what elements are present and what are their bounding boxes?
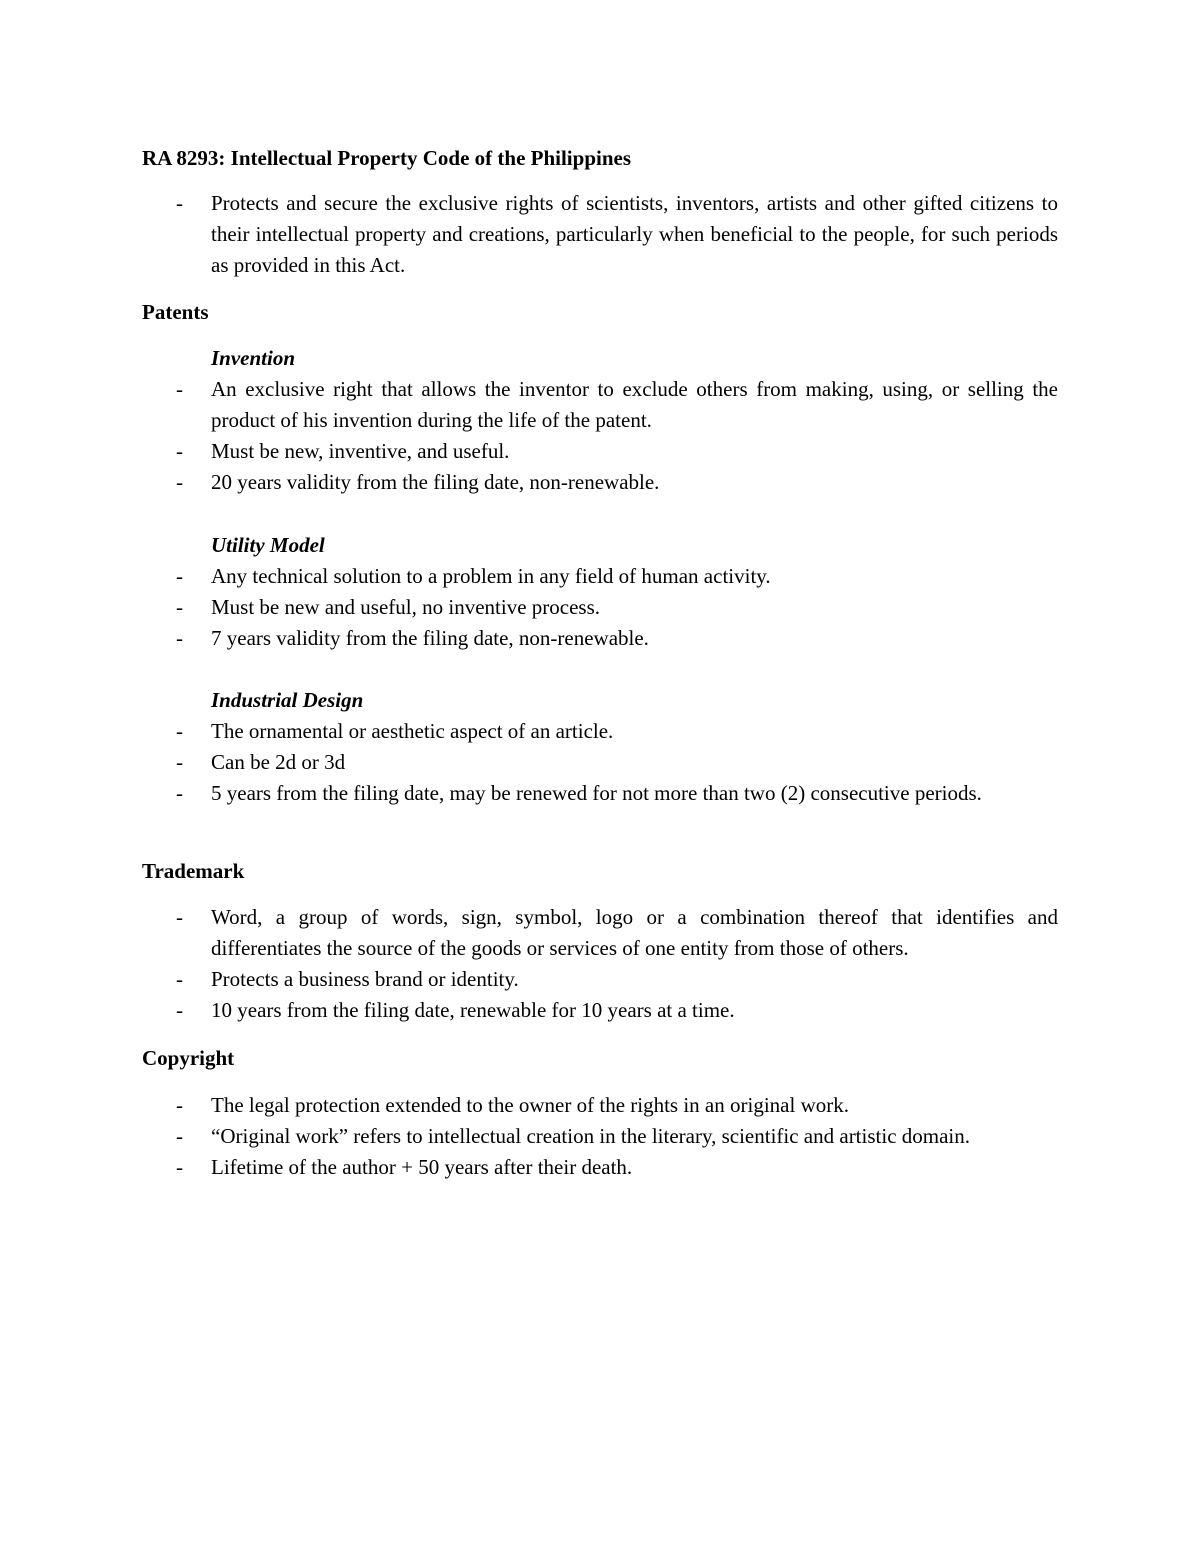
invention-list bbox=[142, 374, 1058, 498]
list-item: - Lifetime of the author + 50 years after their death. bbox=[142, 1152, 1058, 1183]
bullet-dash: - bbox=[176, 998, 183, 1022]
bullet-dash: - bbox=[176, 470, 183, 494]
bullet-dash: - bbox=[176, 750, 183, 774]
list-item: - Can be 2d or 3d bbox=[142, 747, 1058, 778]
list-item: - The ornamental or aesthetic aspect of an article. bbox=[142, 716, 1058, 747]
bullet-dash: - bbox=[176, 905, 183, 929]
bullet-dash: - bbox=[176, 626, 183, 650]
bullet-dash: - bbox=[176, 595, 183, 619]
list-item: - Word, a group of words, sign, symbol, logo or a combination thereof that identifies and differentiates the source of the goods or services of one entity from those of others. bbox=[142, 902, 1058, 964]
industrial-design-list bbox=[142, 716, 1058, 809]
bullet-dash: - bbox=[176, 967, 183, 991]
bullet-dash: - bbox=[176, 1093, 183, 1117]
bullet-dash: - bbox=[176, 439, 183, 463]
list-item: - An exclusive right that allows the inventor to exclude others from making, using, or selling the product of his invention during the life of the patent. bbox=[142, 374, 1058, 436]
document-title: RA 8293: Intellectual Property Code of the Philippines bbox=[142, 146, 632, 170]
list-item: - Must be new, inventive, and useful. bbox=[142, 436, 1058, 467]
utility-model-list bbox=[142, 561, 1058, 654]
subheading-invention: Invention bbox=[211, 346, 296, 370]
bullet-dash: - bbox=[176, 1124, 183, 1148]
list-item: - The legal protection extended to the owner of the rights in an original work. bbox=[142, 1090, 1058, 1121]
bullet-dash: - bbox=[176, 719, 183, 743]
bullet-dash: - bbox=[176, 191, 183, 215]
subheading-utility-model: Utility Model bbox=[211, 533, 325, 557]
copyright-list bbox=[142, 1090, 1058, 1183]
bullet-dash: - bbox=[176, 564, 183, 588]
list-item: - Any technical solution to a problem in any field of human activity. bbox=[142, 561, 1058, 592]
bullet-dash: - bbox=[176, 781, 183, 805]
list-item: - 5 years from the filing date, may be renewed for not more than two (2) consecutive periods. bbox=[142, 778, 1058, 809]
section-heading-trademark: Trademark bbox=[142, 859, 245, 883]
list-item: - 7 years validity from the filing date, non-renewable. bbox=[142, 623, 1058, 654]
list-item: - 20 years validity from the filing date, non-renewable. bbox=[142, 467, 1058, 498]
list-item: - 10 years from the filing date, renewable for 10 years at a time. bbox=[142, 995, 1058, 1026]
trademark-list bbox=[142, 902, 1058, 1026]
intro-list bbox=[142, 188, 1058, 281]
bullet-dash: - bbox=[176, 377, 183, 401]
list-item: - Must be new and useful, no inventive process. bbox=[142, 592, 1058, 623]
list-item: - Protects a business brand or identity. bbox=[142, 964, 1058, 995]
section-heading-patents: Patents bbox=[142, 300, 209, 324]
list-item: - “Original work” refers to intellectual creation in the literary, scientific and artistic domain. bbox=[142, 1121, 1058, 1152]
section-heading-copyright: Copyright bbox=[142, 1046, 235, 1070]
list-item: - Protects and secure the exclusive rights of scientists, inventors, artists and other gifted citizens to their intellectual property and creations, particularly when beneficial to the people, for such periods as provided in this Act. bbox=[142, 188, 1058, 281]
subheading-industrial-design: Industrial Design bbox=[211, 688, 364, 712]
bullet-dash: - bbox=[176, 1155, 183, 1179]
